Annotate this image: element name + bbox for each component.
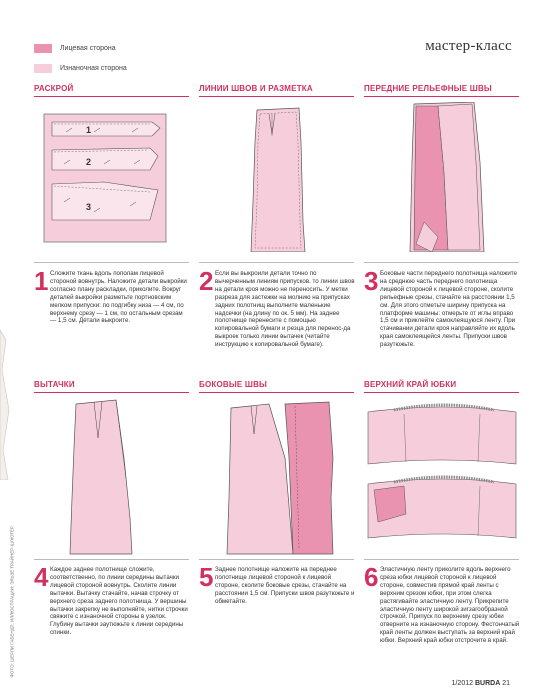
step-text: Каждое заднее полотнище сложите, соответственно, по линии середины вытачки лицевой стороной вовнутрь. Сколите линии вытачки. Вытачку стачайте, начав строчку от верхнего среза заднего полотнища. У вершины вытачки закрепку не выполняйте, нитки строчки свяжите с изнаночной стороны в узелок. Глубину вытачки заутюжьте к линии середины спинки. bbox=[50, 566, 188, 637]
step-text: Заднее полотнище наложите на переднее полотнище лицевой стороной к лицевой стороне, сколите боковые срезы, стачайте на расстоянии 1,5 см. Припуски швов разутюжьте и обметайте. bbox=[215, 566, 355, 605]
section-title: ВЕРХНИЙ КРАЙ ЮБКИ bbox=[364, 380, 457, 389]
step-number: 2 bbox=[199, 266, 214, 296]
step-1 bbox=[34, 266, 190, 325]
decorative-edge bbox=[0, 330, 14, 480]
section-rule bbox=[364, 392, 519, 393]
cutting-illustration bbox=[34, 102, 189, 257]
section-front-seams bbox=[364, 84, 519, 97]
step-number: 5 bbox=[199, 562, 214, 592]
section-title: БОКОВЫЕ ШВЫ bbox=[199, 380, 268, 389]
issue-number: 1/2012 bbox=[451, 680, 474, 687]
piece-label-3: 3 bbox=[86, 202, 92, 212]
divider bbox=[199, 559, 354, 560]
section-rule bbox=[199, 96, 354, 97]
section-seam-lines bbox=[199, 84, 354, 97]
page-number: 21 bbox=[502, 680, 510, 687]
section-rule bbox=[34, 392, 189, 393]
legend-back bbox=[34, 60, 127, 76]
legend-face bbox=[34, 40, 127, 56]
divider bbox=[364, 559, 519, 560]
side-seams-illustration bbox=[199, 398, 354, 561]
step-4 bbox=[34, 562, 190, 637]
section-cutting bbox=[34, 84, 189, 97]
face-swatch bbox=[34, 44, 52, 53]
piece-label-1: 1 bbox=[86, 125, 92, 135]
divider bbox=[364, 262, 519, 263]
legend bbox=[34, 40, 127, 80]
step-number: 4 bbox=[34, 562, 49, 592]
step-number: 6 bbox=[364, 562, 379, 592]
step-2 bbox=[199, 266, 355, 349]
piece-label-2: 2 bbox=[86, 157, 92, 167]
section-waist-edge bbox=[364, 380, 519, 393]
section-title: ВЫТАЧКИ bbox=[34, 380, 75, 389]
step-text: Боковые части переднего полотнища наложите на среднюю часть переднего полотнища лицевой стороной к лицевой стороне, сколите рельефные срезы, стачайте на расстоянии 1,5 см. Для этого отметьте ширину припуска на платформе машины: отмерьте от иглы вправо 1,5 см и приклейте самоклеящуюся ленту. При стачивании детали кроя направляйте их вдоль края самоклеящейся ленты. Припуски швов разутюжьте. bbox=[380, 270, 517, 349]
step-3 bbox=[364, 266, 520, 349]
section-side-seams bbox=[199, 380, 354, 393]
back-swatch bbox=[34, 64, 52, 73]
step-6 bbox=[364, 562, 520, 645]
darts-illustration bbox=[34, 398, 189, 561]
face-label: Лицевая сторона bbox=[60, 44, 116, 52]
step-text: Сложите ткань вдоль пополам лицевой стороной вовнутрь. Наложите детали выкройки согласно плану раскладки, приколите. Вокруг деталей выкройки разметьте портновским мелком припуски: по подгибку низа — 4 см, по верхнему срезу — 1 см, по остальным срезам — 1,5 см. Детали выкроите. bbox=[50, 270, 187, 325]
brand-name: BURDA bbox=[474, 680, 501, 687]
seam-lines-illustration bbox=[199, 102, 354, 257]
divider bbox=[199, 262, 354, 263]
page-footer bbox=[452, 680, 510, 687]
step-text: Эластичную ленту приколите вдоль верхнего среза юбки лицевой стороной к лицевой стороне, совместив прямой край ленты с верхним срезом юбки, при этом слегка растягивайте эластичную ленту. Прикрепите эластичную ленту широкой зигзагообразной строчкой. Припуск по верхнему срезу юбки отверните на изнаночную сторону. Фестончатый край ленты должен выступать за верхний край юбки. Верхний край юбки отстрочите в край. bbox=[380, 566, 520, 645]
section-rule bbox=[199, 392, 354, 393]
divider bbox=[34, 559, 189, 560]
section-title: ЛИНИИ ШВОВ И РАЗМЕТКА bbox=[199, 84, 313, 93]
masthead: мастер-класс bbox=[425, 38, 512, 54]
photo-credit bbox=[2, 470, 15, 680]
waist-edge-illustration bbox=[364, 398, 519, 561]
section-rule bbox=[34, 96, 189, 97]
step-number: 3 bbox=[364, 266, 379, 296]
step-number: 1 bbox=[34, 266, 49, 296]
front-seams-illustration bbox=[364, 102, 519, 257]
step-text: Если вы выкроили детали точно по вычерченным линиям припусков. то линии швов на детали кроя можно не переносить. У метки разреза для застежки на молнию на припусках задних полотнищ выполните маленькие надсечки (на длину по ок. 5 мм). На заднее полотнище перенесите с помощью копировальной бумаги и резца для перенос-да выкроек только линии вытачек (читайте инструкцию к копировальной бумаге). bbox=[215, 270, 355, 349]
section-darts bbox=[34, 380, 189, 393]
step-5 bbox=[199, 562, 355, 606]
back-label: Изнаночная сторона bbox=[60, 64, 127, 72]
section-rule bbox=[364, 96, 519, 97]
photo-credit-text: ФОТО: ШЕРЛИ ГАБЕНДТ; ИЛЛЮСТРАЦИИ: ЭЛЬЗЕ ТРАЙНЕР-ШЛЮТЕР bbox=[9, 526, 15, 678]
divider bbox=[34, 262, 189, 263]
section-title: РАСКРОЙ bbox=[34, 84, 74, 93]
section-title: ПЕРЕДНИЕ РЕЛЬЕФНЫЕ ШВЫ bbox=[364, 84, 492, 93]
